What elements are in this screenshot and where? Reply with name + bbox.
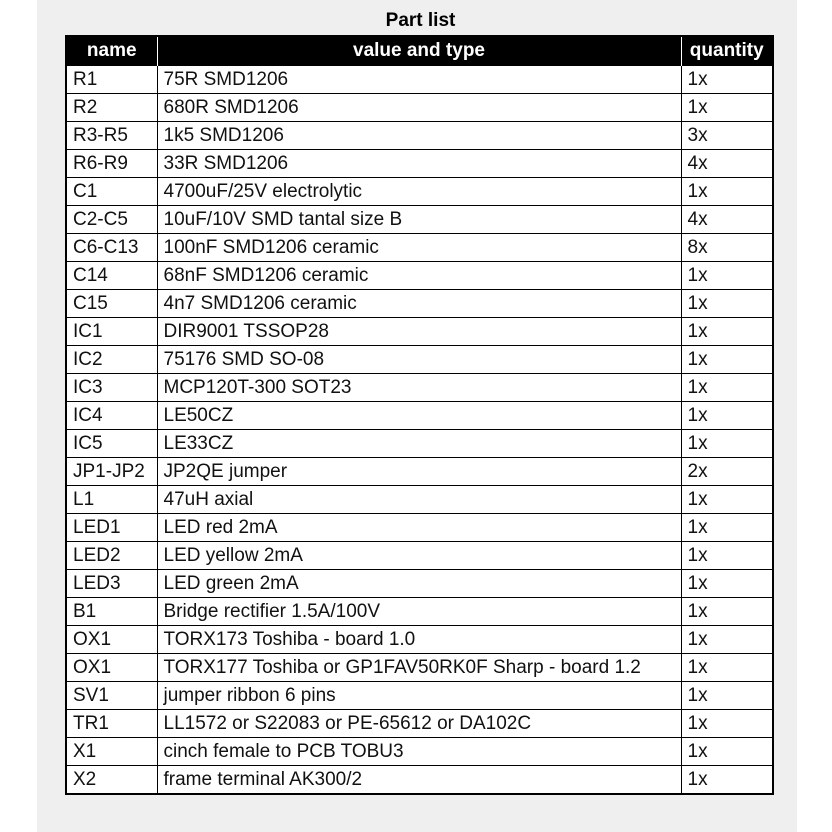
table-row <box>66 542 773 570</box>
table-row <box>66 486 773 514</box>
cell-value: jumper ribbon 6 pins <box>157 682 681 710</box>
table-row <box>66 206 773 234</box>
cell-value: MCP120T-300 SOT23 <box>157 374 681 402</box>
cell-name: LED1 <box>66 514 157 542</box>
cell-quantity: 1x <box>681 626 773 654</box>
cell-name: B1 <box>66 598 157 626</box>
table-row <box>66 150 773 178</box>
cell-name: C2-C5 <box>66 206 157 234</box>
cell-value: 680R SMD1206 <box>157 94 681 122</box>
table-row <box>66 766 773 795</box>
cell-value: 1k5 SMD1206 <box>157 122 681 150</box>
cell-value: DIR9001 TSSOP28 <box>157 318 681 346</box>
cell-value: 68nF SMD1206 ceramic <box>157 262 681 290</box>
cell-value: 4700uF/25V electrolytic <box>157 178 681 206</box>
cell-value: frame terminal AK300/2 <box>157 766 681 795</box>
cell-name: OX1 <box>66 626 157 654</box>
cell-name: R2 <box>66 94 157 122</box>
header-row <box>66 36 773 66</box>
table-row <box>66 374 773 402</box>
cell-quantity: 8x <box>681 234 773 262</box>
cell-name: IC4 <box>66 402 157 430</box>
cell-quantity: 4x <box>681 206 773 234</box>
table-row <box>66 94 773 122</box>
cell-value: cinch female to PCB TOBU3 <box>157 738 681 766</box>
cell-quantity: 1x <box>681 710 773 738</box>
header-value: value and type <box>157 36 681 66</box>
table-row <box>66 598 773 626</box>
cell-value: TORX173 Toshiba - board 1.0 <box>157 626 681 654</box>
cell-name: JP1-JP2 <box>66 458 157 486</box>
cell-name: IC2 <box>66 346 157 374</box>
cell-quantity: 1x <box>681 262 773 290</box>
cell-value: LED red 2mA <box>157 514 681 542</box>
table-row <box>66 290 773 318</box>
table-row <box>66 318 773 346</box>
cell-quantity: 1x <box>681 290 773 318</box>
table-row <box>66 738 773 766</box>
table-row <box>66 514 773 542</box>
cell-quantity: 3x <box>681 122 773 150</box>
table-row <box>66 654 773 682</box>
cell-name: R1 <box>66 66 157 94</box>
cell-quantity: 1x <box>681 430 773 458</box>
cell-value: TORX177 Toshiba or GP1FAV50RK0F Sharp - board 1.2 <box>157 654 681 682</box>
cell-name: C6-C13 <box>66 234 157 262</box>
cell-quantity: 1x <box>681 374 773 402</box>
cell-value: Bridge rectifier 1.5A/100V <box>157 598 681 626</box>
cell-value: LE50CZ <box>157 402 681 430</box>
table-row <box>66 122 773 150</box>
cell-name: LED2 <box>66 542 157 570</box>
cell-quantity: 1x <box>681 318 773 346</box>
cell-quantity: 1x <box>681 570 773 598</box>
table-row <box>66 234 773 262</box>
table-row <box>66 402 773 430</box>
cell-value: LE33CZ <box>157 430 681 458</box>
cell-name: C1 <box>66 178 157 206</box>
cell-value: 100nF SMD1206 ceramic <box>157 234 681 262</box>
table-body <box>66 66 773 795</box>
cell-name: L1 <box>66 486 157 514</box>
cell-quantity: 1x <box>681 598 773 626</box>
cell-name: IC1 <box>66 318 157 346</box>
cell-quantity: 1x <box>681 682 773 710</box>
cell-quantity: 1x <box>681 486 773 514</box>
part-list-table <box>65 35 774 795</box>
table-row <box>66 430 773 458</box>
cell-name: IC5 <box>66 430 157 458</box>
cell-quantity: 1x <box>681 178 773 206</box>
cell-name: X1 <box>66 738 157 766</box>
cell-value: LL1572 or S22083 or PE-65612 or DA102C <box>157 710 681 738</box>
cell-name: X2 <box>66 766 157 795</box>
cell-quantity: 1x <box>681 66 773 94</box>
cell-quantity: 1x <box>681 94 773 122</box>
table-row <box>66 66 773 94</box>
table-row <box>66 346 773 374</box>
cell-quantity: 1x <box>681 738 773 766</box>
cell-name: SV1 <box>66 682 157 710</box>
cell-name: C14 <box>66 262 157 290</box>
cell-value: 75R SMD1206 <box>157 66 681 94</box>
cell-name: C15 <box>66 290 157 318</box>
table-row <box>66 570 773 598</box>
cell-name: LED3 <box>66 570 157 598</box>
cell-value: LED green 2mA <box>157 570 681 598</box>
table-row <box>66 682 773 710</box>
table-row <box>66 178 773 206</box>
cell-value: JP2QE jumper <box>157 458 681 486</box>
table-row <box>66 458 773 486</box>
table-row <box>66 710 773 738</box>
cell-quantity: 1x <box>681 514 773 542</box>
cell-quantity: 1x <box>681 346 773 374</box>
cell-value: 75176 SMD SO-08 <box>157 346 681 374</box>
cell-name: IC3 <box>66 374 157 402</box>
cell-value: 33R SMD1206 <box>157 150 681 178</box>
header-quantity: quantity <box>681 36 773 66</box>
cell-name: OX1 <box>66 654 157 682</box>
cell-value: 4n7 SMD1206 ceramic <box>157 290 681 318</box>
cell-quantity: 1x <box>681 402 773 430</box>
cell-name: R3-R5 <box>66 122 157 150</box>
cell-value: LED yellow 2mA <box>157 542 681 570</box>
cell-value: 47uH axial <box>157 486 681 514</box>
table-row <box>66 262 773 290</box>
cell-quantity: 4x <box>681 150 773 178</box>
cell-name: TR1 <box>66 710 157 738</box>
table-row <box>66 626 773 654</box>
cell-value: 10uF/10V SMD tantal size B <box>157 206 681 234</box>
cell-quantity: 2x <box>681 458 773 486</box>
cell-quantity: 1x <box>681 654 773 682</box>
header-name: name <box>66 36 157 66</box>
cell-quantity: 1x <box>681 542 773 570</box>
cell-quantity: 1x <box>681 766 773 795</box>
table-caption: Part list <box>385 10 456 31</box>
cell-name: R6-R9 <box>66 150 157 178</box>
